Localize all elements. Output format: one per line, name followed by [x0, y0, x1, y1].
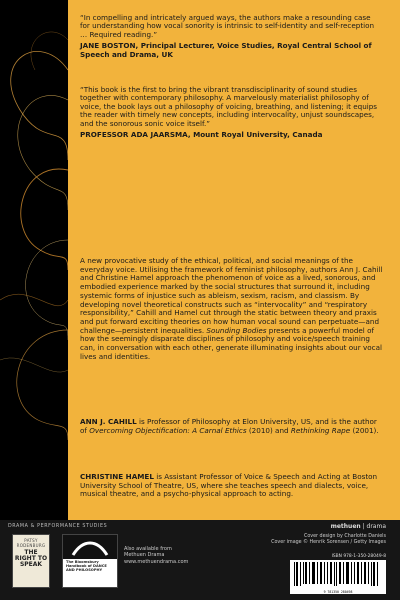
dancer-silhouette-icon: [63, 535, 117, 559]
description-text-end: presents a powerful model of how the seemingly disparate disciplines of philosophy and voice/speech training can, in conversation with each other, generate illuminating insights about our vocal lives and identities.: [80, 325, 382, 361]
imprint-main: methuen: [330, 523, 361, 530]
related-book-title: THE RIGHT TO SPEAK: [14, 549, 48, 568]
bio-text: is Assistant Professor of Voice & Speech and Acting at Boston University School of Theatre, US, where she teaches speech and dialects, voice, musical theatre, and a psycho-physical approach to acting.: [80, 472, 378, 499]
author-name: ANN J. CAHILL: [80, 417, 137, 426]
author-bio: [80, 418, 382, 435]
quote-attribution: JANE BOSTON, Principal Lecturer, Voice Studies, Royal Central School of Speech and Drama, UK: [80, 41, 372, 59]
book-title-italic: Rethinking Rape: [290, 425, 351, 435]
credit-design: Cover design by Charlotte Daniels: [303, 534, 386, 539]
book-title-italic: Overcoming Objectification: A Carnal Ethics: [89, 425, 247, 435]
barcode: [290, 560, 386, 594]
author-name: CHRISTINE HAMEL: [80, 472, 154, 481]
bio-text: is Professor of Philosophy at Elon University, US, and is the author of: [80, 417, 377, 435]
publisher-logo: [331, 523, 386, 530]
book-title-italic: Sounding Bodies: [206, 325, 267, 335]
series-label: DRAMA & PERFORMANCE STUDIES: [8, 524, 108, 529]
swirl-light-art: [0, 0, 68, 520]
also-line: Methuen Drama: [124, 552, 165, 559]
isbn-label: ISBN 978-1-350-28049-8: [331, 554, 386, 559]
related-book-title: The Bloomsbury Handbook of DANCE AND PHILOSOPHY: [66, 560, 107, 573]
quote-text: “In compelling and intricately argued ways, the authors make a resounding case for understanding how vocal sonority is intrinsic to self-identity and self-reception … Required reading.”: [80, 13, 375, 39]
barcode-bars: [290, 560, 386, 588]
publisher-url: www.methuendrama.com: [124, 558, 189, 565]
book-description: [80, 257, 384, 361]
also-line: Also available from: [124, 546, 172, 552]
credit-image: Cover image © Henrik Sorensen / Getty Images: [271, 540, 386, 545]
footer-bar: [0, 520, 400, 600]
bio-text: (2010) and: [246, 425, 291, 435]
review-quote: [80, 86, 380, 139]
quote-text: “This book is the first to bring the vibrant transdisciplinarity of sound studies together with contemporary philosophy. A marvelously materialist philosophy of voice, the book lays out a philosophy of voicing, breathing, and listening; it equips the reader with timely new concepts, including intervocality, unjust soundscapes, and the sonorous sonic voice itself.”: [80, 85, 378, 128]
description-text: A new provocative study of the ethical, political, and social meanings of the everyday voice. Utilising the framework of feminist philosophy, authors Ann J. Cahill and Christine Hamel approach the phenomenon of voice as a lived, sonorous, and embodied experience marked by the social structures that surround it, including systemic forms of injustice such as ableism, sexism, racism, and classism. By developing novel theoretical constructs such as “intervocality” and “respiratory responsibility,” Cahill and Hamel cut through the static between theory and praxis and put forward exciting theories on how human vocal sound can perpetuate—and challenge—persistent inequalities.: [80, 256, 383, 335]
quote-attribution: PROFESSOR ADA JAARSMA, Mount Royal University, Canada: [80, 130, 323, 140]
review-quote: [80, 14, 380, 59]
related-book-cover: [12, 534, 50, 588]
barcode-digits: 9 781350 280498: [323, 590, 353, 594]
author-bio: [80, 473, 382, 499]
related-book-cover: [62, 534, 118, 588]
bio-text: (2001).: [350, 425, 379, 435]
imprint-separator: |: [360, 523, 367, 530]
imprint-sub: drama: [366, 523, 386, 530]
related-book-author: PATSY RODENBURG: [16, 538, 46, 548]
also-available: [124, 546, 210, 565]
cover-credits: [271, 534, 386, 546]
